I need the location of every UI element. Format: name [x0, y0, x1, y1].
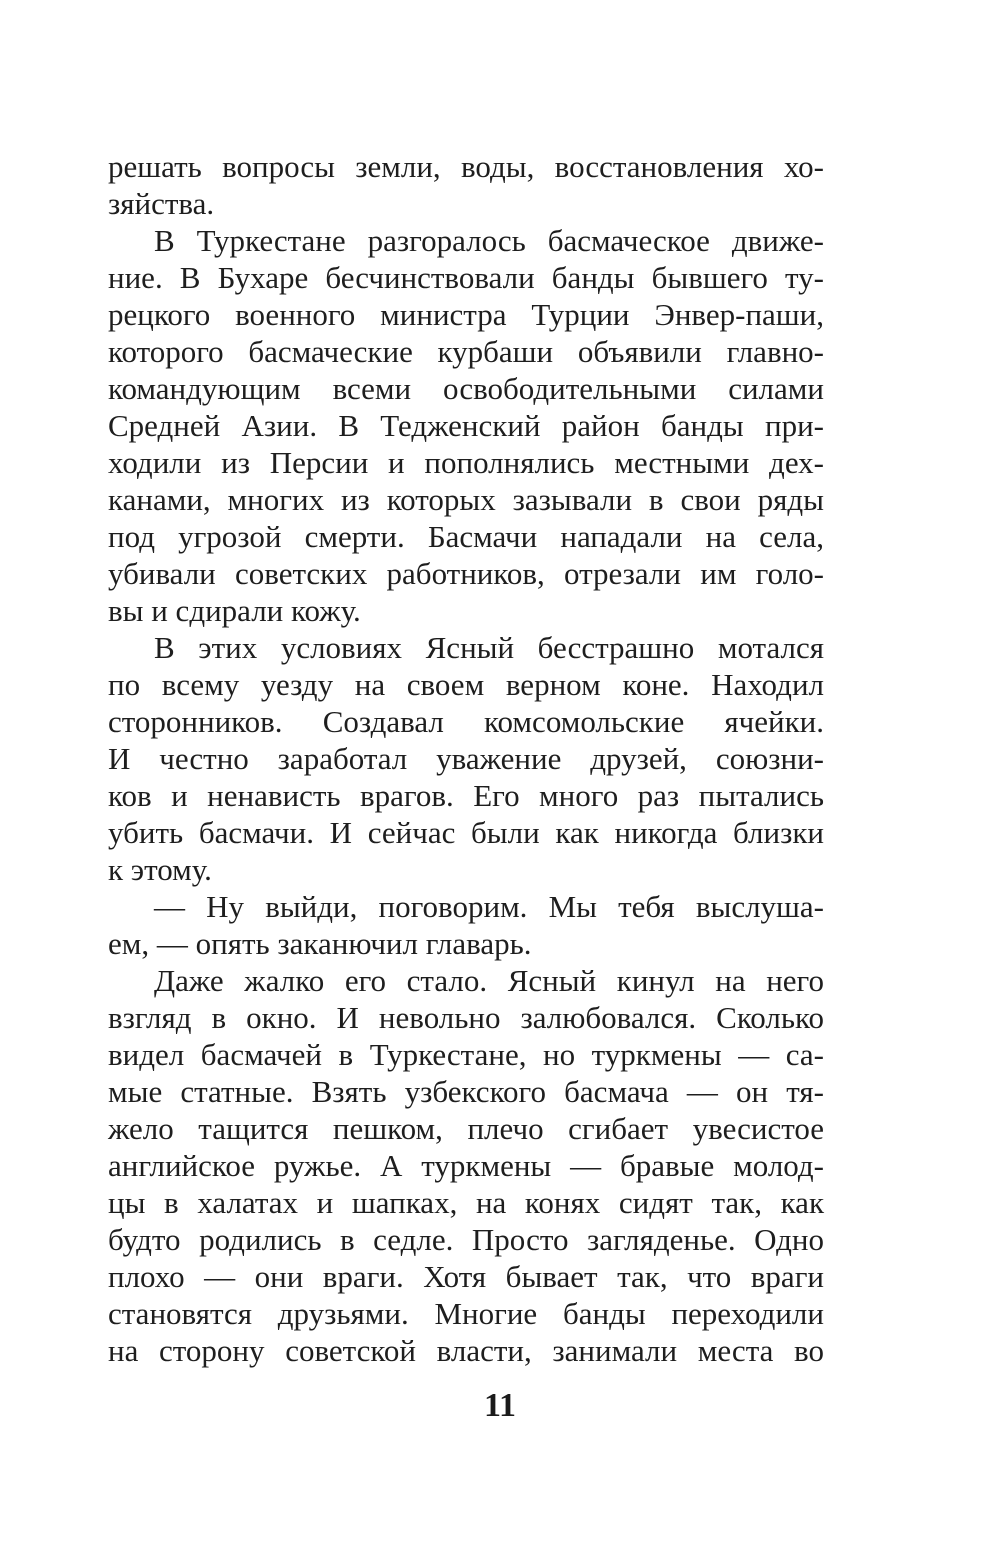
text-line: английское ружье. А туркмены — бравые молод- [108, 1148, 824, 1183]
text-line: жело тащится пешком, плечо сгибает увесистое [108, 1111, 824, 1146]
text-line: убивали советских работников, отрезали им голо- [108, 556, 824, 591]
text-line: командующим всеми освободительными силами [108, 371, 824, 406]
text-line: В Туркестане разгоралось басмаческое движе- [154, 223, 824, 258]
text-line: зяйства. [108, 186, 215, 221]
text-line: рецкого военного министра Турции Энвер-паши, [108, 297, 824, 332]
text-line: сторонников. Создавал комсомольские ячейки. [108, 704, 824, 739]
text-line: ние. В Бухаре бесчинствовали банды бывшего ту- [108, 260, 824, 295]
text-line: ходили из Персии и пополнялись местными дех- [108, 445, 824, 480]
text-line: ем, — опять заканючил главарь. [108, 926, 532, 961]
text-line: взгляд в окно. И невольно залюбовался. Сколько [108, 1000, 824, 1035]
text-line: В этих условиях Ясный бесстрашно мотался [154, 630, 824, 665]
body-text [108, 148, 824, 1369]
text-line: Средней Азии. В Тедженский район банды при- [108, 408, 824, 443]
text-line: канами, многих из которых зазывали в свои ряды [108, 482, 824, 517]
text-line: становятся друзьями. Многие банды переходили [108, 1296, 824, 1331]
text-line: плохо — они враги. Хотя бывает так, что враги [108, 1259, 824, 1294]
text-line: цы в халатах и шапках, на конях сидят так, как [108, 1185, 824, 1220]
text-line: ков и ненависть врагов. Его много раз пытались [108, 778, 824, 813]
text-line: на сторону советской власти, занимали места во [108, 1333, 824, 1368]
text-line: мые статные. Взять узбекского басмача — он тя- [108, 1074, 824, 1109]
text-line: по всему уезду на своем верном коне. Находил [108, 667, 824, 702]
text-line: которого басмаческие курбаши объявили главно- [108, 334, 824, 369]
page-number: 11 [483, 1387, 517, 1424]
text-line: будто родились в седле. Просто загляденье. Одно [108, 1222, 824, 1257]
text-line: Даже жалко его стало. Ясный кинул на него [154, 963, 824, 998]
text-line: к этому. [108, 852, 212, 887]
text-line: под угрозой смерти. Басмачи нападали на села, [108, 519, 824, 554]
text-line: убить басмачи. И сейчас были как никогда близки [108, 815, 824, 850]
text-line: решать вопросы земли, воды, восстановления хо- [108, 149, 824, 184]
text-line: вы и сдирали кожу. [108, 593, 361, 628]
text-line: — Ну выйди, поговорим. Мы тебя выслуша- [154, 889, 824, 924]
text-line: видел басмачей в Туркестане, но туркмены — са- [108, 1037, 824, 1072]
text-line: И честно заработал уважение друзей, союзни- [108, 741, 824, 776]
